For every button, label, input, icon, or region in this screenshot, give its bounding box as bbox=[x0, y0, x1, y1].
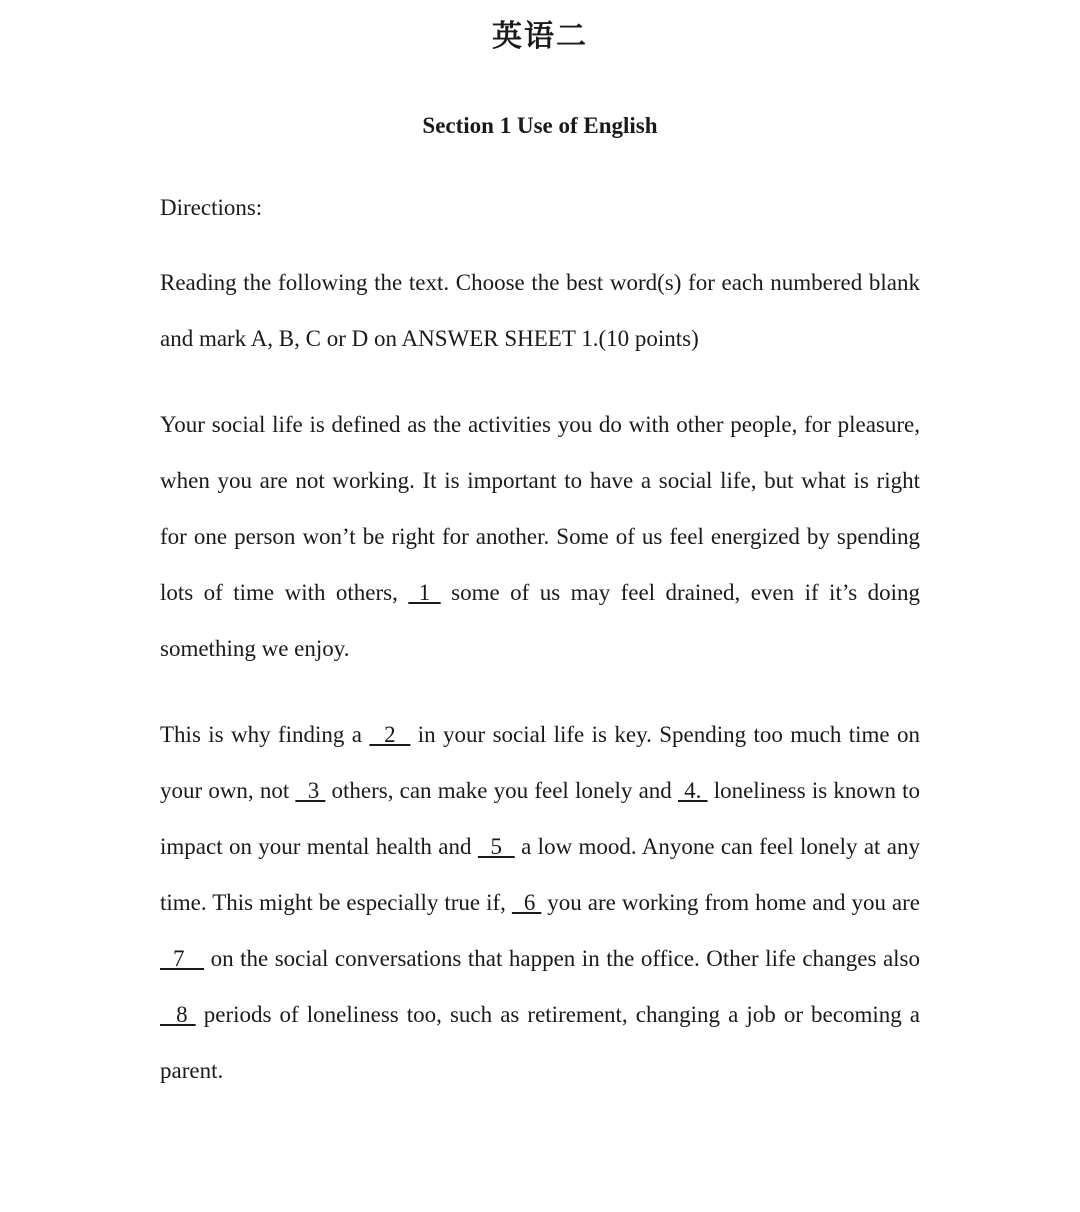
passage-text: loneliness is known to impact on your mental health and bbox=[160, 778, 920, 859]
answer-blank: 6 bbox=[511, 890, 542, 915]
directions-text: Reading the following the text. Choose the best word(s) for each numbered blank and mark A, B, C or D on ANSWER SHEET 1.(10 points) bbox=[160, 270, 920, 351]
passage-text: This is why finding a bbox=[160, 722, 370, 747]
answer-blank: 1 bbox=[408, 580, 441, 605]
passage-text: on the social conversations that happen in the office. Other life changes also bbox=[204, 946, 920, 971]
passage-text: a low mood. Anyone can feel lonely at any time. This might be especially true if, bbox=[160, 834, 921, 915]
answer-blank: 4. bbox=[677, 778, 708, 803]
answer-blank: 8 bbox=[160, 1002, 196, 1027]
answer-blank: 7 bbox=[160, 946, 205, 971]
answer-blank: 3 bbox=[295, 778, 326, 803]
page-title: 英语二 bbox=[492, 19, 588, 54]
passage-paragraph-2 bbox=[160, 707, 920, 1099]
passage-text: you are working from home and you are bbox=[541, 890, 921, 915]
passage-paragraph-1 bbox=[160, 397, 920, 677]
passage-text: in your social life is key. Spending too much time on your own, not bbox=[160, 722, 920, 803]
passage-text: others, can make you feel lonely and bbox=[325, 778, 678, 803]
answer-blank: 5 bbox=[477, 834, 515, 859]
passage-text: some of us may feel drained, even if it’s doing something we enjoy. bbox=[160, 580, 921, 661]
passage-text: periods of loneliness too, such as retirement, changing a job or becoming a parent. bbox=[160, 1002, 921, 1083]
passage-text: Your social life is defined as the activities you do with other people, for pleasure, when you are not working. It is important to have a social life, but what is right for one person won’t be right for another. Some of us feel energized by spending lots of time with others, bbox=[160, 412, 920, 605]
directions-label: Directions: bbox=[160, 195, 263, 220]
answer-blank: 2 bbox=[369, 722, 411, 747]
section-heading: Section 1 Use of English bbox=[422, 113, 658, 138]
